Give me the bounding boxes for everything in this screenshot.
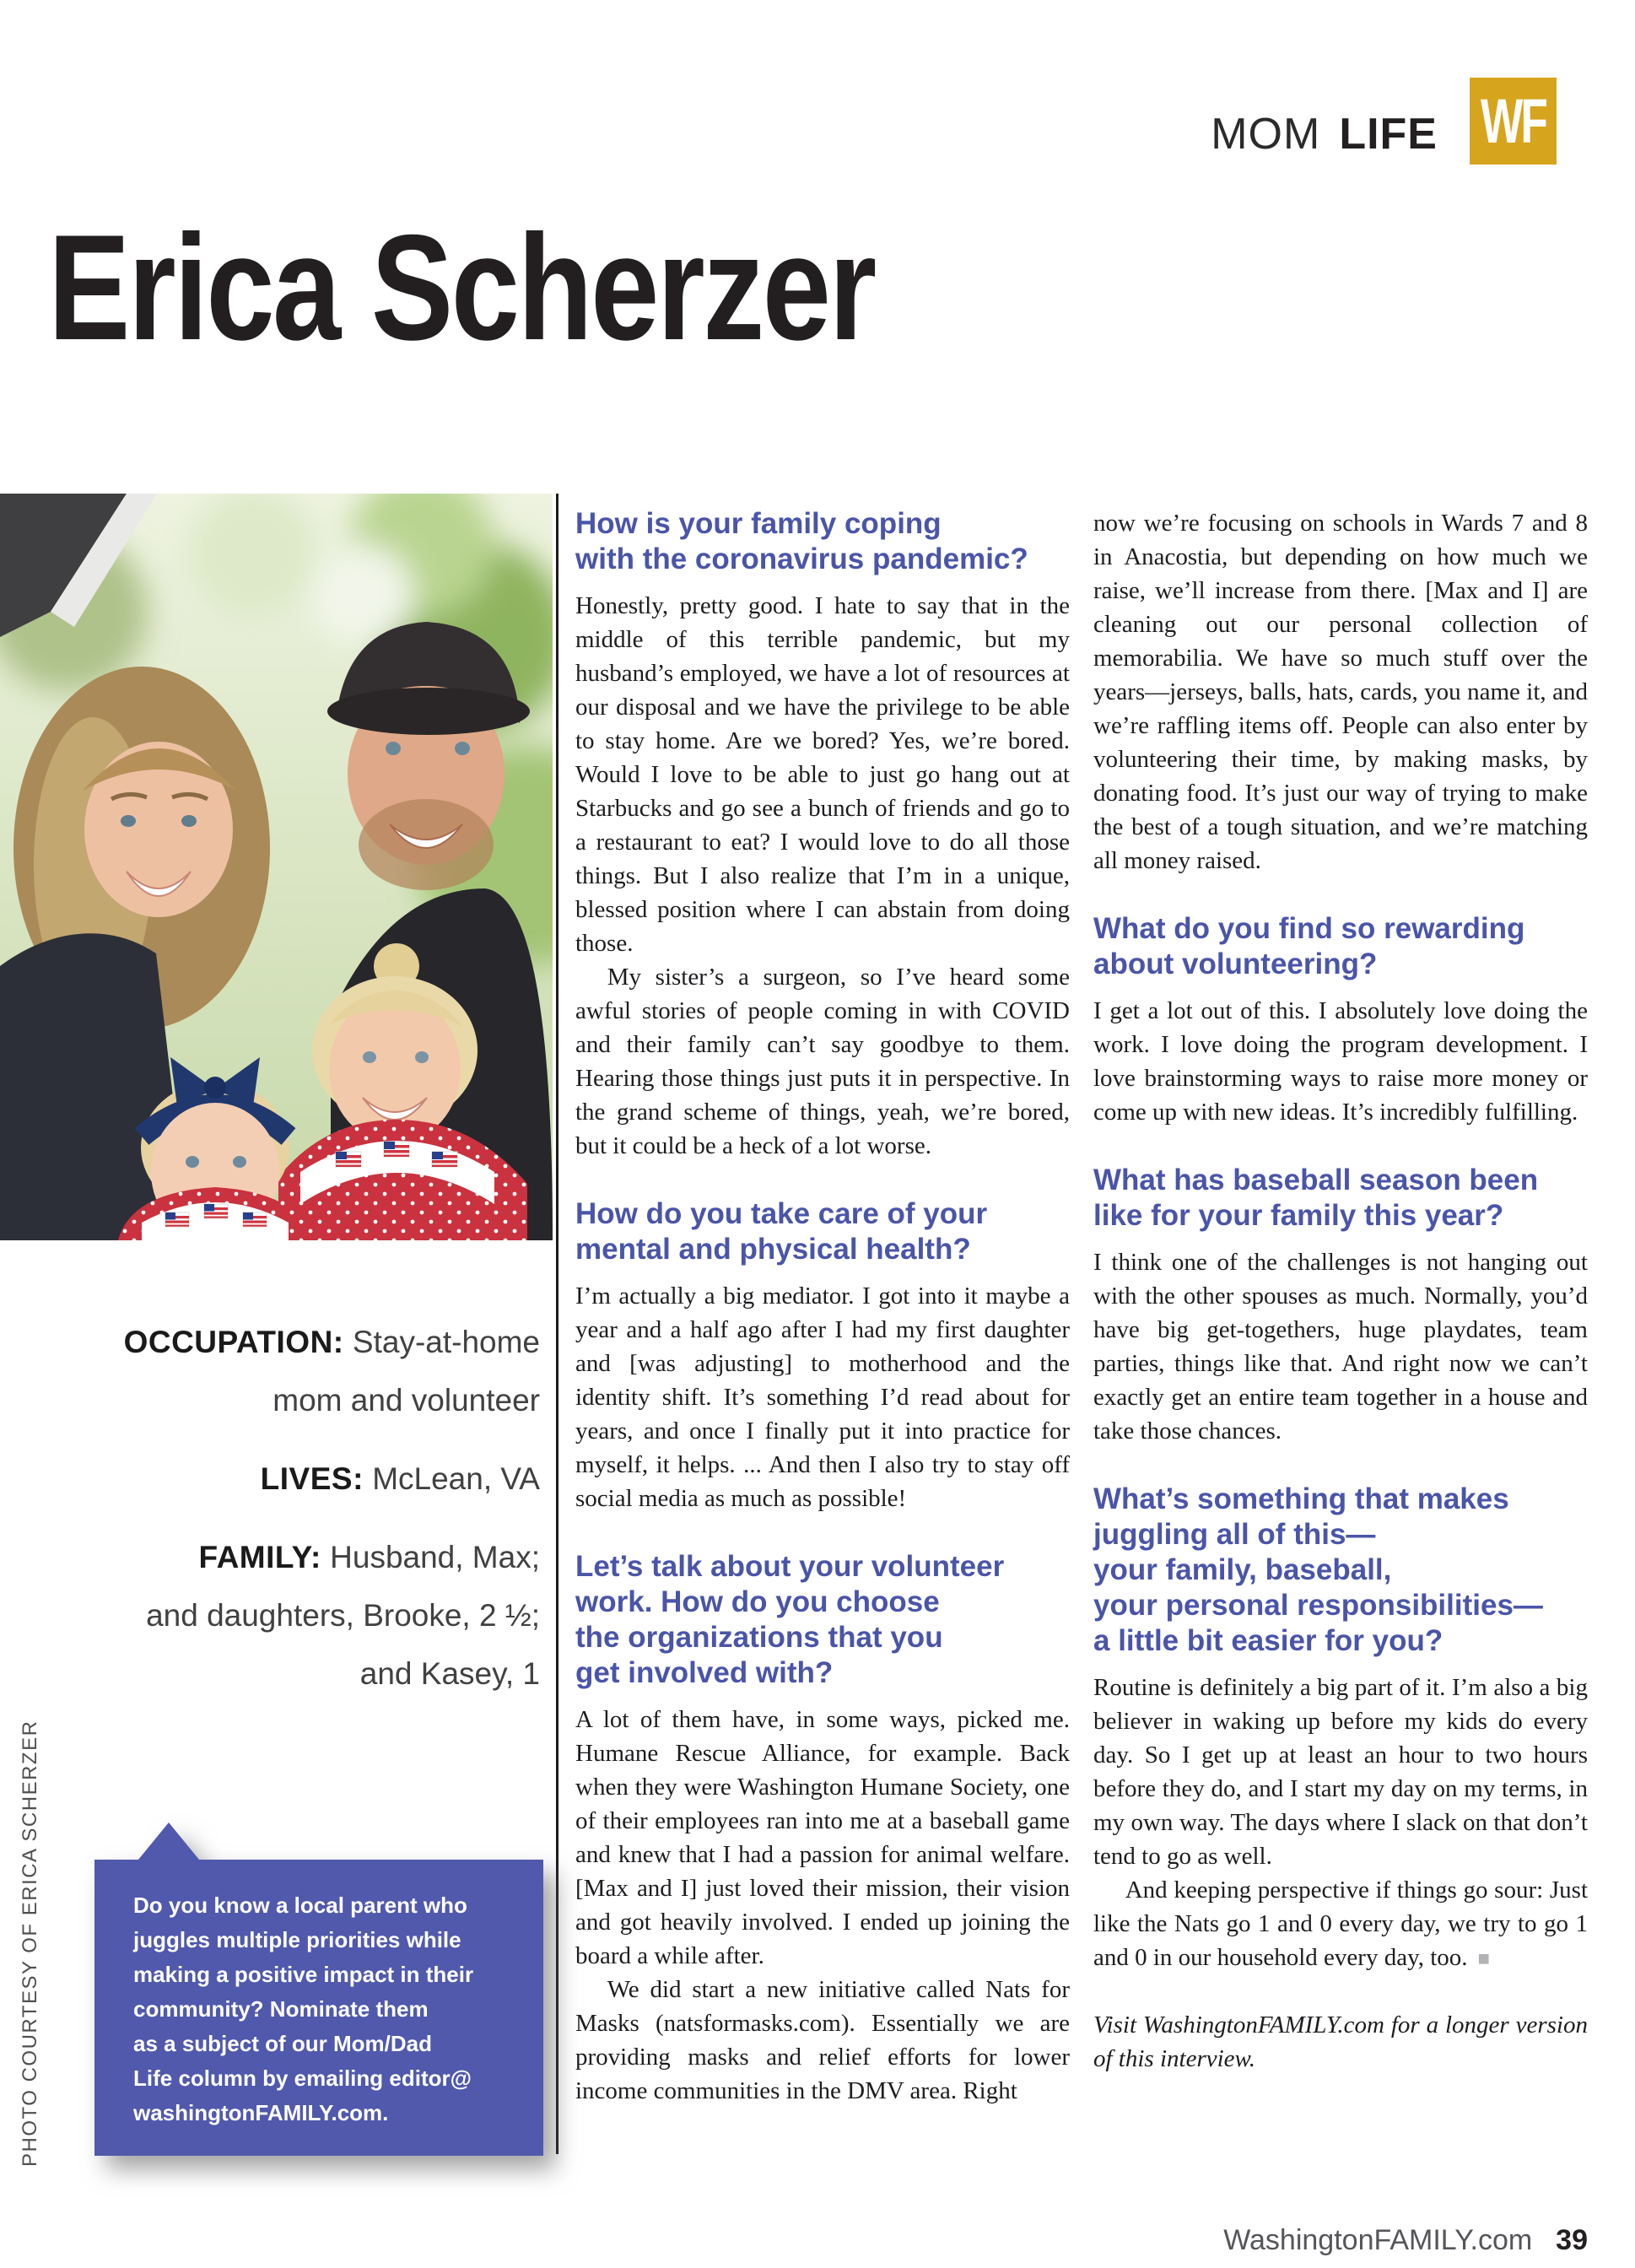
callout-line: as a subject of our Mom/Dad	[133, 2031, 432, 2056]
lives-label: LIVES:	[260, 1461, 364, 1496]
article-column-right	[1093, 506, 1588, 2076]
family-label: FAMILY:	[198, 1540, 321, 1574]
nominate-callout	[94, 1822, 567, 2156]
end-of-article-icon: ■	[1477, 1947, 1490, 1970]
lives-value: McLean, VA	[372, 1461, 540, 1496]
callout-line: Life column by emailing editor@	[133, 2066, 472, 2091]
callout-pointer	[138, 1822, 199, 1860]
occupation-label: OCCUPATION:	[123, 1325, 344, 1359]
masthead	[1211, 78, 1557, 165]
question-coping: How is your family coping with the coronavirus pandemic?	[575, 507, 1028, 575]
callout-line: washingtonFAMILY.com.	[133, 2100, 389, 2125]
page-footer	[1223, 2224, 1588, 2257]
page-title: Erica Scherzer	[48, 203, 875, 371]
callout-line: making a positive impact in their	[133, 1962, 474, 1987]
occupation-value: Stay-at-home	[352, 1325, 540, 1359]
section-label-mom: MOM	[1211, 110, 1321, 159]
article-column-middle	[575, 506, 1070, 2108]
family-photo-illustration	[0, 494, 553, 1240]
photo-credit: PHOTO COURTESY OF ERICA SCHERZER	[19, 1720, 41, 2167]
question-volunteer: Let’s talk about your volunteer work. How do you choose the organizations that you get involved with?	[575, 1550, 1005, 1689]
callout-box	[94, 1860, 543, 2156]
answer-paragraph: A lot of them have, in some ways, picked me. Humane Rescue Alliance, for example. Back when they were Washington Humane Society, one of their employees ran into me at a baseball game and knew that I had a passion for animal welfare. [Max and I] just loved their mission, their vision and got heavily involved. I ended up joining the board a while after.	[575, 1706, 1070, 1969]
footer-page-number: 39	[1556, 2224, 1588, 2256]
question-rewarding: What do you find so rewarding about volunteering?	[1093, 912, 1525, 980]
answer-paragraph: I’m actually a big mediator. I got into it maybe a year and a half ago after I had my first daughter and [was adjusting] to motherhood and the identity shift. It’s something I’d read about for years, and once I finally put it into practice for myself, it helps. ... And then I also try to stay off social media as much as possible!	[575, 1282, 1070, 1512]
family-value-line2: and daughters, Brooke, 2 ½;	[146, 1598, 540, 1633]
section-label-life: LIFE	[1339, 110, 1438, 159]
occupation-value-line2: mom and volunteer	[272, 1383, 540, 1418]
answer-paragraph: I get a lot out of this. I absolutely love doing the work. I love doing the program development. I love brainstorming ways to raise more money or come up with new ideas. It’s incredibly fulfilling.	[1093, 997, 1588, 1126]
profile-lives	[34, 1450, 540, 1508]
answer-paragraph: I think one of the challenges is not hanging out with the other spouses as much. Normally, you’d have big get-togethers, huge playdates, team parties, things like that. And right now we can’t exactly get an entire team together in a house and take those chances.	[1093, 1249, 1588, 1444]
footer-site: WashingtonFAMILY.com	[1223, 2224, 1533, 2256]
section-label	[1211, 112, 1438, 165]
editor-note: Visit WashingtonFAMILY.com for a longer version of this interview.	[1093, 2012, 1588, 2072]
callout-line: juggles multiple priorities while	[133, 1927, 461, 1952]
answer-paragraph: Honestly, pretty good. I hate to say that in the middle of this terrible pandemic, but my husband’s employed, we have a lot of resources at our disposal and we have the privilege to be able to stay home. Are we bored? Yes, we’re bored. Would I love to be able to just go hang out at Starbucks and go see a bunch of friends and go to a restaurant to eat? I would love to do all those things. But I also realize that I’m in a unique, blessed position where I can abstain from doing those.	[575, 592, 1070, 957]
answer-paragraph: Routine is definitely a big part of it. I’m also a big believer in waking up before my kids do every day. So I get up at least an hour to two hours before they do, and I start my day on my terms, in my own way. The days where I slack on that don’t tend to go as well.	[1093, 1674, 1588, 1870]
continuation-paragraph: now we’re focusing on schools in Wards 7 and 8 in Anacostia, but depending on how much we raise, we’ll increase from there. [Max and I] are cleaning out our personal collection of memorabilia. We have so much stuff over the years—jerseys, balls, hats, cards, you name it, and we’re raffling items off. People can also enter by volunteering their time, by making masks, by donating food. It’s just our way of trying to make the best of a tough situation, and we’re matching all money raised.	[1093, 510, 1588, 874]
profile-occupation	[34, 1313, 540, 1429]
profile-info	[34, 1313, 540, 1723]
answer-paragraph: My sister’s a surgeon, so I’ve heard some awful stories of people coming in with COVID and their family can’t say goodbye to them. Hearing those things just puts it in perspective. In the grand scheme of things, yeah, we’re bored, but it could be a heck of a lot worse.	[575, 964, 1070, 1159]
question-juggling: What’s something that makes juggling all of this— your family, baseball, your personal responsibilities— a little bit easier for you?	[1093, 1482, 1543, 1657]
callout-line: Do you know a local parent who	[133, 1893, 467, 1918]
question-baseball: What has baseball season been like for your family this year?	[1093, 1164, 1539, 1232]
wf-logo-text: WF	[1480, 85, 1546, 156]
wf-logo	[1470, 78, 1557, 165]
family-value-line3: and Kasey, 1	[359, 1656, 540, 1691]
answer-paragraph: And keeping perspective if things go sour: Just like the Nats go 1 and 0 every day, we try to go 1 and 0 in our household every day, too. ■	[1093, 1876, 1588, 1971]
profile-family	[34, 1528, 540, 1703]
callout-line: community? Nominate them	[133, 1996, 429, 2022]
answer-paragraph: We did start a new initiative called Nats for Masks (natsformasks.com). Essentially we are providing masks and relief efforts for lower income communities in the DMV area. Right	[575, 1976, 1070, 2104]
family-photo	[0, 494, 553, 1240]
question-health: How do you take care of your mental and physical health?	[575, 1197, 988, 1266]
family-value-line1: Husband, Max;	[330, 1540, 540, 1574]
